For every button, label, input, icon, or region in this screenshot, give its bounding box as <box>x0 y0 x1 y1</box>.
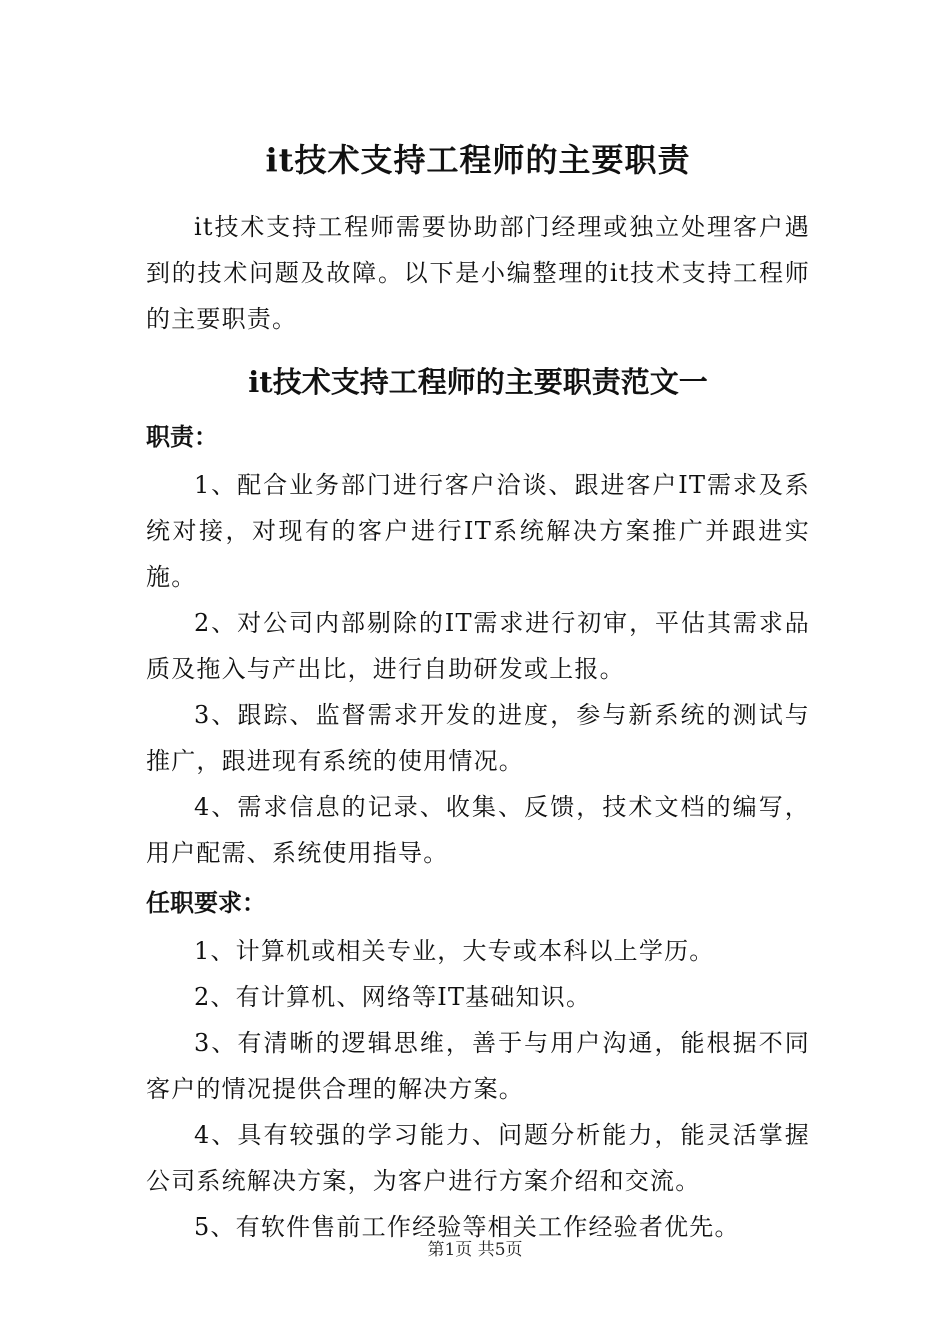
requirement-item-1: 1、计算机或相关专业，大专或本科以上学历。 <box>194 937 715 965</box>
duty-item-2: 2、对公司内部剔除的IT需求进行初审，平估其需求品质及拖入与产出比，进行自助研发或上报。 <box>146 609 810 683</box>
section-heading: it技术支持工程师的主要职责范文一 <box>248 365 708 399</box>
duty-item-1: 1、配合业务部门进行客户洽谈、跟进客户IT需求及系统对接，对现有的客户进行IT系统解决方案推广并跟进实施。 <box>146 471 810 591</box>
requirement-item-2: 2、有计算机、网络等IT基础知识。 <box>194 983 592 1011</box>
duties-label: 职责： <box>146 422 218 451</box>
intro-paragraph: it技术支持工程师需要协助部门经理或独立处理客户遇到的技术问题及故障。以下是小编整理的it技术支持工程师的主要职责。 <box>146 213 810 333</box>
document-title: it技术支持工程师的主要职责 <box>265 141 691 179</box>
duty-item-4: 4、需求信息的记录、收集、反馈，技术文档的编写，用户配需、系统使用指导。 <box>146 793 810 867</box>
document-content <box>146 136 810 1250</box>
duty-item-3: 3、跟踪、监督需求开发的进度，参与新系统的测试与推广，跟进现有系统的使用情况。 <box>146 701 810 775</box>
requirement-item-4: 4、具有较强的学习能力、问题分析能力，能灵活掌握公司系统解决方案，为客户进行方案介绍和交流。 <box>146 1121 810 1195</box>
requirement-item-5: 5、有软件售前工作经验等相关工作经验者优先。 <box>194 1213 740 1241</box>
page-number: 第1页 共5页 <box>427 1240 523 1260</box>
requirement-item-3: 3、有清晰的逻辑思维，善于与用户沟通，能根据不同客户的情况提供合理的解决方案。 <box>146 1029 810 1103</box>
requirements-label: 任职要求： <box>146 888 266 917</box>
